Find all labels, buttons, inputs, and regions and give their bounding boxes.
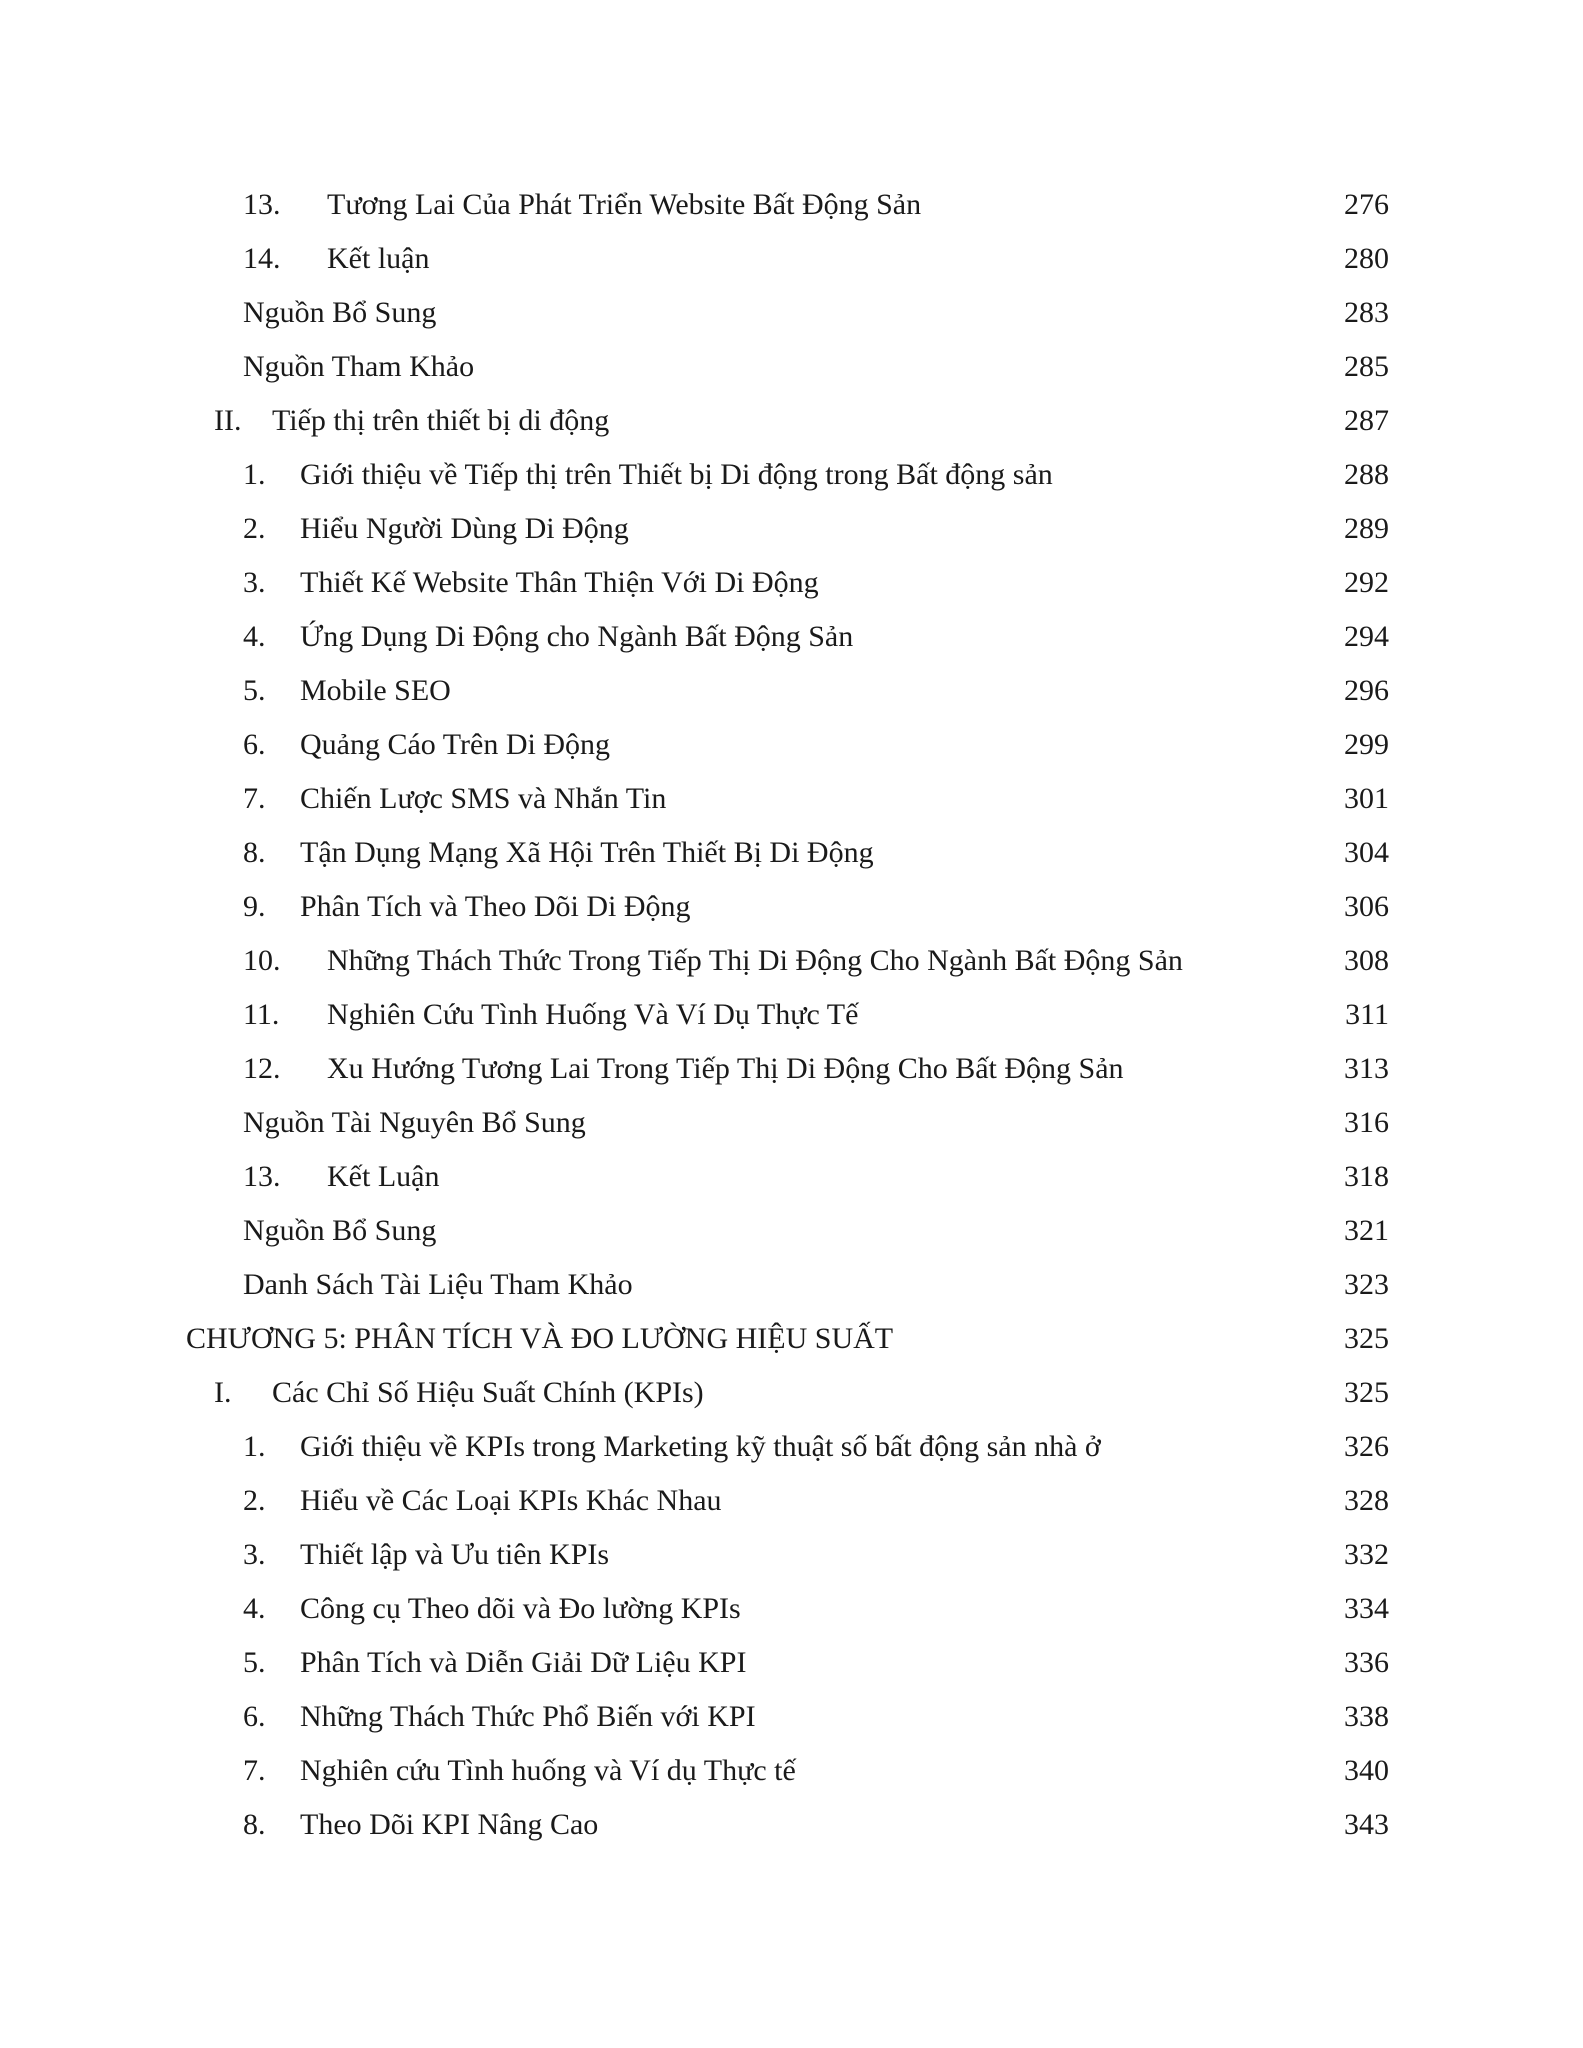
toc-entry-page-number: 292 xyxy=(1344,566,1389,599)
toc-entry[interactable] xyxy=(0,1636,1583,1690)
toc-entry-page-number: 308 xyxy=(1344,944,1389,977)
toc-entry-title: Xu Hướng Tương Lai Trong Tiếp Thị Di Động Cho Bất Động Sản xyxy=(327,1052,1124,1085)
toc-entry-title: Nghiên Cứu Tình Huống Và Ví Dụ Thực Tế xyxy=(327,998,859,1031)
table-of-contents xyxy=(0,178,1583,1852)
toc-entry[interactable] xyxy=(0,1204,1583,1258)
toc-entry-title: CHƯƠNG 5: PHÂN TÍCH VÀ ĐO LƯỜNG HIỆU SUẤT xyxy=(186,1322,894,1355)
toc-entry-number: 12. xyxy=(243,1052,281,1085)
toc-entry-title: Ứng Dụng Di Động cho Ngành Bất Động Sản xyxy=(300,620,854,653)
toc-entry-title: Giới thiệu về KPIs trong Marketing kỹ thuật số bất động sản nhà ở xyxy=(300,1430,1101,1463)
toc-entry-number: 6. xyxy=(243,728,266,761)
toc-entry[interactable] xyxy=(0,1420,1583,1474)
toc-entry-number: 3. xyxy=(243,566,266,599)
toc-entry-number: 14. xyxy=(243,242,281,275)
toc-entry[interactable] xyxy=(0,1150,1583,1204)
toc-entry-page-number: 318 xyxy=(1344,1160,1389,1193)
toc-entry-title: Những Thách Thức Trong Tiếp Thị Di Động Cho Ngành Bất Động Sản xyxy=(327,944,1183,977)
toc-entry-number: I. xyxy=(214,1376,232,1409)
toc-entry-page-number: 289 xyxy=(1344,512,1389,545)
toc-entry[interactable] xyxy=(0,286,1583,340)
toc-entry-page-number: 328 xyxy=(1344,1484,1389,1517)
toc-entry[interactable] xyxy=(0,1744,1583,1798)
toc-entry-page-number: 338 xyxy=(1344,1700,1389,1733)
toc-entry-title: Tương Lai Của Phát Triển Website Bất Động Sản xyxy=(327,188,922,221)
toc-entry-number: 4. xyxy=(243,620,266,653)
toc-entry[interactable] xyxy=(0,448,1583,502)
toc-entry-title: Công cụ Theo dõi và Đo lường KPIs xyxy=(300,1592,741,1625)
toc-entry[interactable] xyxy=(0,1366,1583,1420)
toc-entry[interactable] xyxy=(0,1798,1583,1852)
toc-entry-number: 4. xyxy=(243,1592,266,1625)
toc-entry[interactable] xyxy=(0,988,1583,1042)
toc-entry-number: 13. xyxy=(243,188,281,221)
toc-entry[interactable] xyxy=(0,1474,1583,1528)
toc-entry[interactable] xyxy=(0,718,1583,772)
toc-entry-page-number: 306 xyxy=(1344,890,1389,923)
toc-entry-page-number: 313 xyxy=(1344,1052,1389,1085)
toc-entry[interactable] xyxy=(0,772,1583,826)
toc-entry-number: 10. xyxy=(243,944,281,977)
toc-entry-title: Kết luận xyxy=(327,242,430,275)
toc-entry-number: II. xyxy=(214,404,242,437)
toc-entry-number: 3. xyxy=(243,1538,266,1571)
toc-entry[interactable] xyxy=(0,664,1583,718)
toc-entry-number: 7. xyxy=(243,1754,266,1787)
toc-entry[interactable] xyxy=(0,178,1583,232)
toc-entry-page-number: 301 xyxy=(1344,782,1389,815)
toc-entry-number: 1. xyxy=(243,1430,266,1463)
toc-entry-title: Phân Tích và Diễn Giải Dữ Liệu KPI xyxy=(300,1646,747,1679)
toc-entry[interactable] xyxy=(0,1258,1583,1312)
toc-entry-title: Kết Luận xyxy=(327,1160,440,1193)
toc-entry-page-number: 299 xyxy=(1344,728,1389,761)
toc-entry-title: Nguồn Bổ Sung xyxy=(243,296,437,329)
toc-entry-page-number: 287 xyxy=(1344,404,1389,437)
toc-entry[interactable] xyxy=(0,1528,1583,1582)
toc-entry[interactable] xyxy=(0,826,1583,880)
toc-entry-page-number: 311 xyxy=(1345,998,1389,1031)
toc-entry-number: 9. xyxy=(243,890,266,923)
toc-entry-number: 2. xyxy=(243,512,266,545)
toc-entry[interactable] xyxy=(0,556,1583,610)
toc-entry-title: Nguồn Bổ Sung xyxy=(243,1214,437,1247)
toc-entry-number: 6. xyxy=(243,1700,266,1733)
toc-entry[interactable] xyxy=(0,232,1583,286)
toc-entry[interactable] xyxy=(0,880,1583,934)
toc-entry-title: Mobile SEO xyxy=(300,674,451,707)
toc-entry-title: Nguồn Tham Khảo xyxy=(243,350,475,383)
toc-entry-page-number: 288 xyxy=(1344,458,1389,491)
toc-entry-title: Chiến Lược SMS và Nhắn Tin xyxy=(300,782,667,815)
toc-entry-page-number: 316 xyxy=(1344,1106,1389,1139)
toc-entry-title: Thiết lập và Ưu tiên KPIs xyxy=(300,1538,610,1571)
toc-entry-page-number: 276 xyxy=(1344,188,1389,221)
toc-entry-page-number: 325 xyxy=(1344,1322,1389,1355)
toc-entry-number: 2. xyxy=(243,1484,266,1517)
toc-entry-page-number: 296 xyxy=(1344,674,1389,707)
toc-entry-page-number: 323 xyxy=(1344,1268,1389,1301)
toc-entry[interactable] xyxy=(0,502,1583,556)
toc-entry-page-number: 332 xyxy=(1344,1538,1389,1571)
toc-entry-title: Danh Sách Tài Liệu Tham Khảo xyxy=(243,1268,633,1301)
toc-entry[interactable] xyxy=(0,394,1583,448)
toc-entry-title: Quảng Cáo Trên Di Động xyxy=(300,728,611,761)
toc-entry-number: 11. xyxy=(243,998,280,1031)
toc-entry-title: Những Thách Thức Phổ Biến với KPI xyxy=(300,1700,756,1733)
toc-entry-number: 7. xyxy=(243,782,266,815)
toc-entry[interactable] xyxy=(0,610,1583,664)
toc-entry[interactable] xyxy=(0,934,1583,988)
toc-entry-title: Phân Tích và Theo Dõi Di Động xyxy=(300,890,691,923)
toc-entry-title: Hiểu Người Dùng Di Động xyxy=(300,512,629,545)
toc-entry-title: Nghiên cứu Tình huống và Ví dụ Thực tế xyxy=(300,1754,796,1787)
toc-entry-number: 1. xyxy=(243,458,266,491)
toc-entry-number: 13. xyxy=(243,1160,281,1193)
toc-entry-title: Theo Dõi KPI Nâng Cao xyxy=(300,1808,599,1841)
toc-entry-page-number: 280 xyxy=(1344,242,1389,275)
toc-entry-number: 5. xyxy=(243,674,266,707)
toc-entry-title: Giới thiệu về Tiếp thị trên Thiết bị Di động trong Bất động sản xyxy=(300,458,1053,491)
toc-entry-page-number: 343 xyxy=(1344,1808,1389,1841)
toc-entry-page-number: 334 xyxy=(1344,1592,1389,1625)
toc-entry[interactable] xyxy=(0,1582,1583,1636)
toc-entry-title: Thiết Kế Website Thân Thiện Với Di Động xyxy=(300,566,819,599)
toc-entry[interactable] xyxy=(0,340,1583,394)
toc-entry-page-number: 294 xyxy=(1344,620,1389,653)
toc-entry-title: Tiếp thị trên thiết bị di động xyxy=(272,404,610,437)
toc-entry[interactable] xyxy=(0,1096,1583,1150)
toc-entry-title: Các Chỉ Số Hiệu Suất Chính (KPIs) xyxy=(272,1376,704,1409)
toc-entry-page-number: 321 xyxy=(1344,1214,1389,1247)
toc-entry-page-number: 326 xyxy=(1344,1430,1389,1463)
toc-entry-page-number: 325 xyxy=(1344,1376,1389,1409)
toc-entry-title: Nguồn Tài Nguyên Bổ Sung xyxy=(243,1106,586,1139)
toc-entry-page-number: 285 xyxy=(1344,350,1389,383)
toc-entry-number: 5. xyxy=(243,1646,266,1679)
toc-entry-page-number: 340 xyxy=(1344,1754,1389,1787)
toc-entry-title: Tận Dụng Mạng Xã Hội Trên Thiết Bị Di Động xyxy=(300,836,874,869)
toc-entry-page-number: 304 xyxy=(1344,836,1389,869)
toc-entry[interactable] xyxy=(0,1042,1583,1096)
toc-entry-title: Hiểu về Các Loại KPIs Khác Nhau xyxy=(300,1484,722,1517)
toc-entry[interactable] xyxy=(0,1690,1583,1744)
toc-entry[interactable] xyxy=(0,1312,1583,1366)
toc-entry-number: 8. xyxy=(243,1808,266,1841)
toc-entry-page-number: 283 xyxy=(1344,296,1389,329)
toc-entry-number: 8. xyxy=(243,836,266,869)
toc-entry-page-number: 336 xyxy=(1344,1646,1389,1679)
